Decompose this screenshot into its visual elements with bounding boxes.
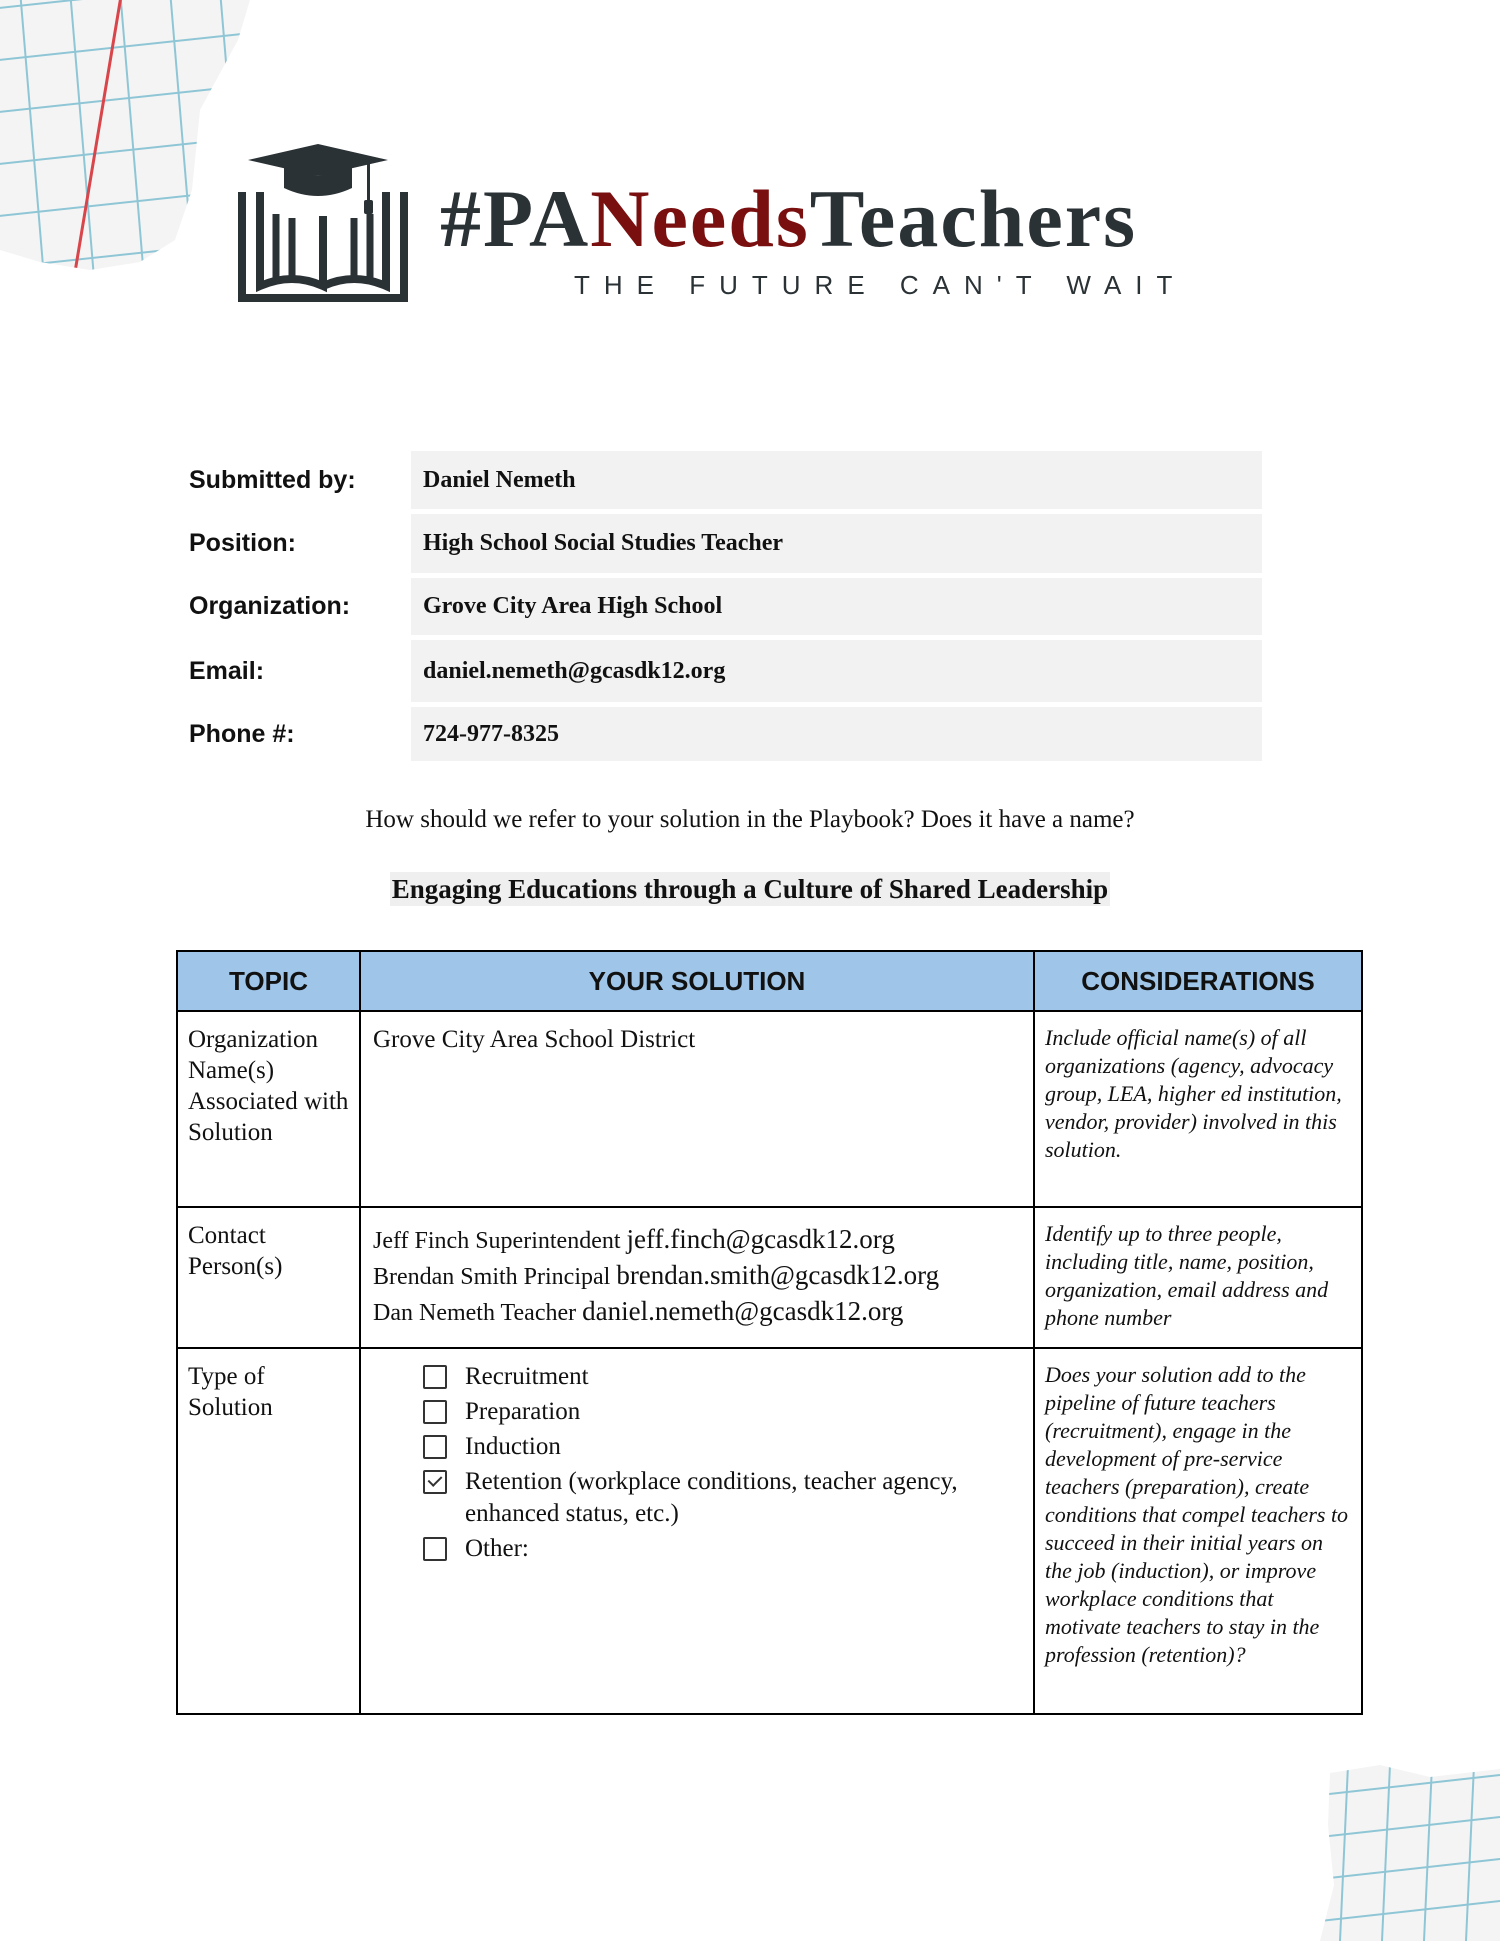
topic-solution-type: Type of Solution [177,1348,360,1714]
logo-rest: Teachers [809,173,1138,264]
checklist-item-induction[interactable] [423,1431,1021,1463]
topic-contacts: Contact Person(s) [177,1207,360,1348]
checkbox-checked-icon[interactable] [423,1470,447,1494]
organization-value: Grove City Area High School [411,578,1262,635]
organization-label: Organization: [189,592,351,620]
solution-name-question: How should we refer to your solution in the Playbook? Does it have a name? [365,806,1135,833]
contact-line [373,1258,1021,1294]
submitted-by-label: Submitted by: [189,465,356,494]
logo-hash: #PA [440,173,591,264]
contact-name: Brendan Smith Principal [373,1264,617,1290]
phone-value: 724-977-8325 [411,707,1262,761]
submitter-info [189,451,1262,766]
solution-name: Engaging Educations through a Culture of Shared Leadership [391,874,1109,904]
checkbox-unchecked-icon[interactable] [423,1537,447,1561]
contact-email: daniel.nemeth@gcasdk12.org [582,1296,904,1326]
solution-type-options [360,1348,1034,1714]
header-topic: TOPIC [177,951,360,1011]
checklist-item-preparation[interactable] [423,1396,1021,1428]
solution-table [176,950,1363,1715]
table-header-row [177,951,1362,1011]
checkbox-unchecked-icon[interactable] [423,1365,447,1389]
email-value: daniel.nemeth@gcasdk12.org [411,640,1262,702]
contact-line [373,1222,1021,1258]
table-row-solution-type [177,1348,1362,1714]
email-label: Email: [189,656,265,685]
info-row-organization [189,578,1262,635]
checkbox-unchecked-icon[interactable] [423,1435,447,1459]
grid-paper-decoration [0,0,250,280]
graduation-book-icon [234,140,412,305]
info-row-submitted-by [189,451,1262,509]
table-row-organization [177,1011,1362,1207]
position-value: High School Social Studies Teacher [411,514,1262,573]
checklist-label: Preparation [465,1398,581,1425]
checklist-label: Retention (workplace conditions, teacher agency, enhanced status, etc.) [465,1468,958,1527]
info-row-phone [189,707,1262,761]
checkbox-unchecked-icon[interactable] [423,1400,447,1424]
solution-organization: Grove City Area School District [360,1011,1034,1207]
checklist-label: Induction [465,1433,561,1460]
phone-label: Phone #: [189,719,295,748]
position-label: Position: [189,529,296,557]
considerations-solution-type: Does your solution add to the pipeline of future teachers (recruitment), engage in the development of pre-service teachers (preparation), create conditions that compel teachers to succeed in their initial years on the job (induction), or improve workplace conditions that motivate teachers to stay in the profession (retention)? [1034,1348,1362,1714]
checklist-label: Recruitment [465,1363,589,1390]
solution-contacts [360,1207,1034,1348]
logo-tagline: THE FUTURE CAN'T WAIT [574,270,1187,300]
header-considerations: CONSIDERATIONS [1034,951,1362,1011]
table-row-contacts [177,1207,1362,1348]
grid-paper-decoration-bottom [1320,1765,1500,1941]
checklist-item-other[interactable] [423,1533,1021,1565]
contact-name: Jeff Finch Superintendent [373,1228,627,1254]
contact-email: brendan.smith@gcasdk12.org [616,1260,940,1290]
header-your-solution: YOUR SOLUTION [360,951,1034,1011]
solution-type-checklist [373,1361,1021,1565]
considerations-contacts: Identify up to three people, including title, name, position, organization, email address and phone number [1034,1207,1362,1348]
contact-name: Dan Nemeth Teacher [373,1300,583,1326]
contact-line [373,1294,1021,1330]
info-row-position [189,514,1262,573]
considerations-organization: Include official name(s) of all organizations (agency, advocacy group, LEA, higher ed institution, vendor, provider) involved in this solution. [1034,1011,1362,1207]
topic-organization: Organization Name(s) Associated with Solution [177,1011,360,1207]
contact-email: jeff.finch@gcasdk12.org [626,1224,895,1254]
solution-name-wrapper [0,874,1500,905]
checklist-item-retention[interactable] [423,1466,1021,1530]
info-row-email [189,640,1262,702]
logo-accent: Needs [590,173,810,264]
submitted-by-value: Daniel Nemeth [411,451,1262,509]
checklist-item-recruitment[interactable] [423,1361,1021,1393]
checklist-label: Other: [465,1535,529,1562]
logo-wordmark [440,173,1138,264]
